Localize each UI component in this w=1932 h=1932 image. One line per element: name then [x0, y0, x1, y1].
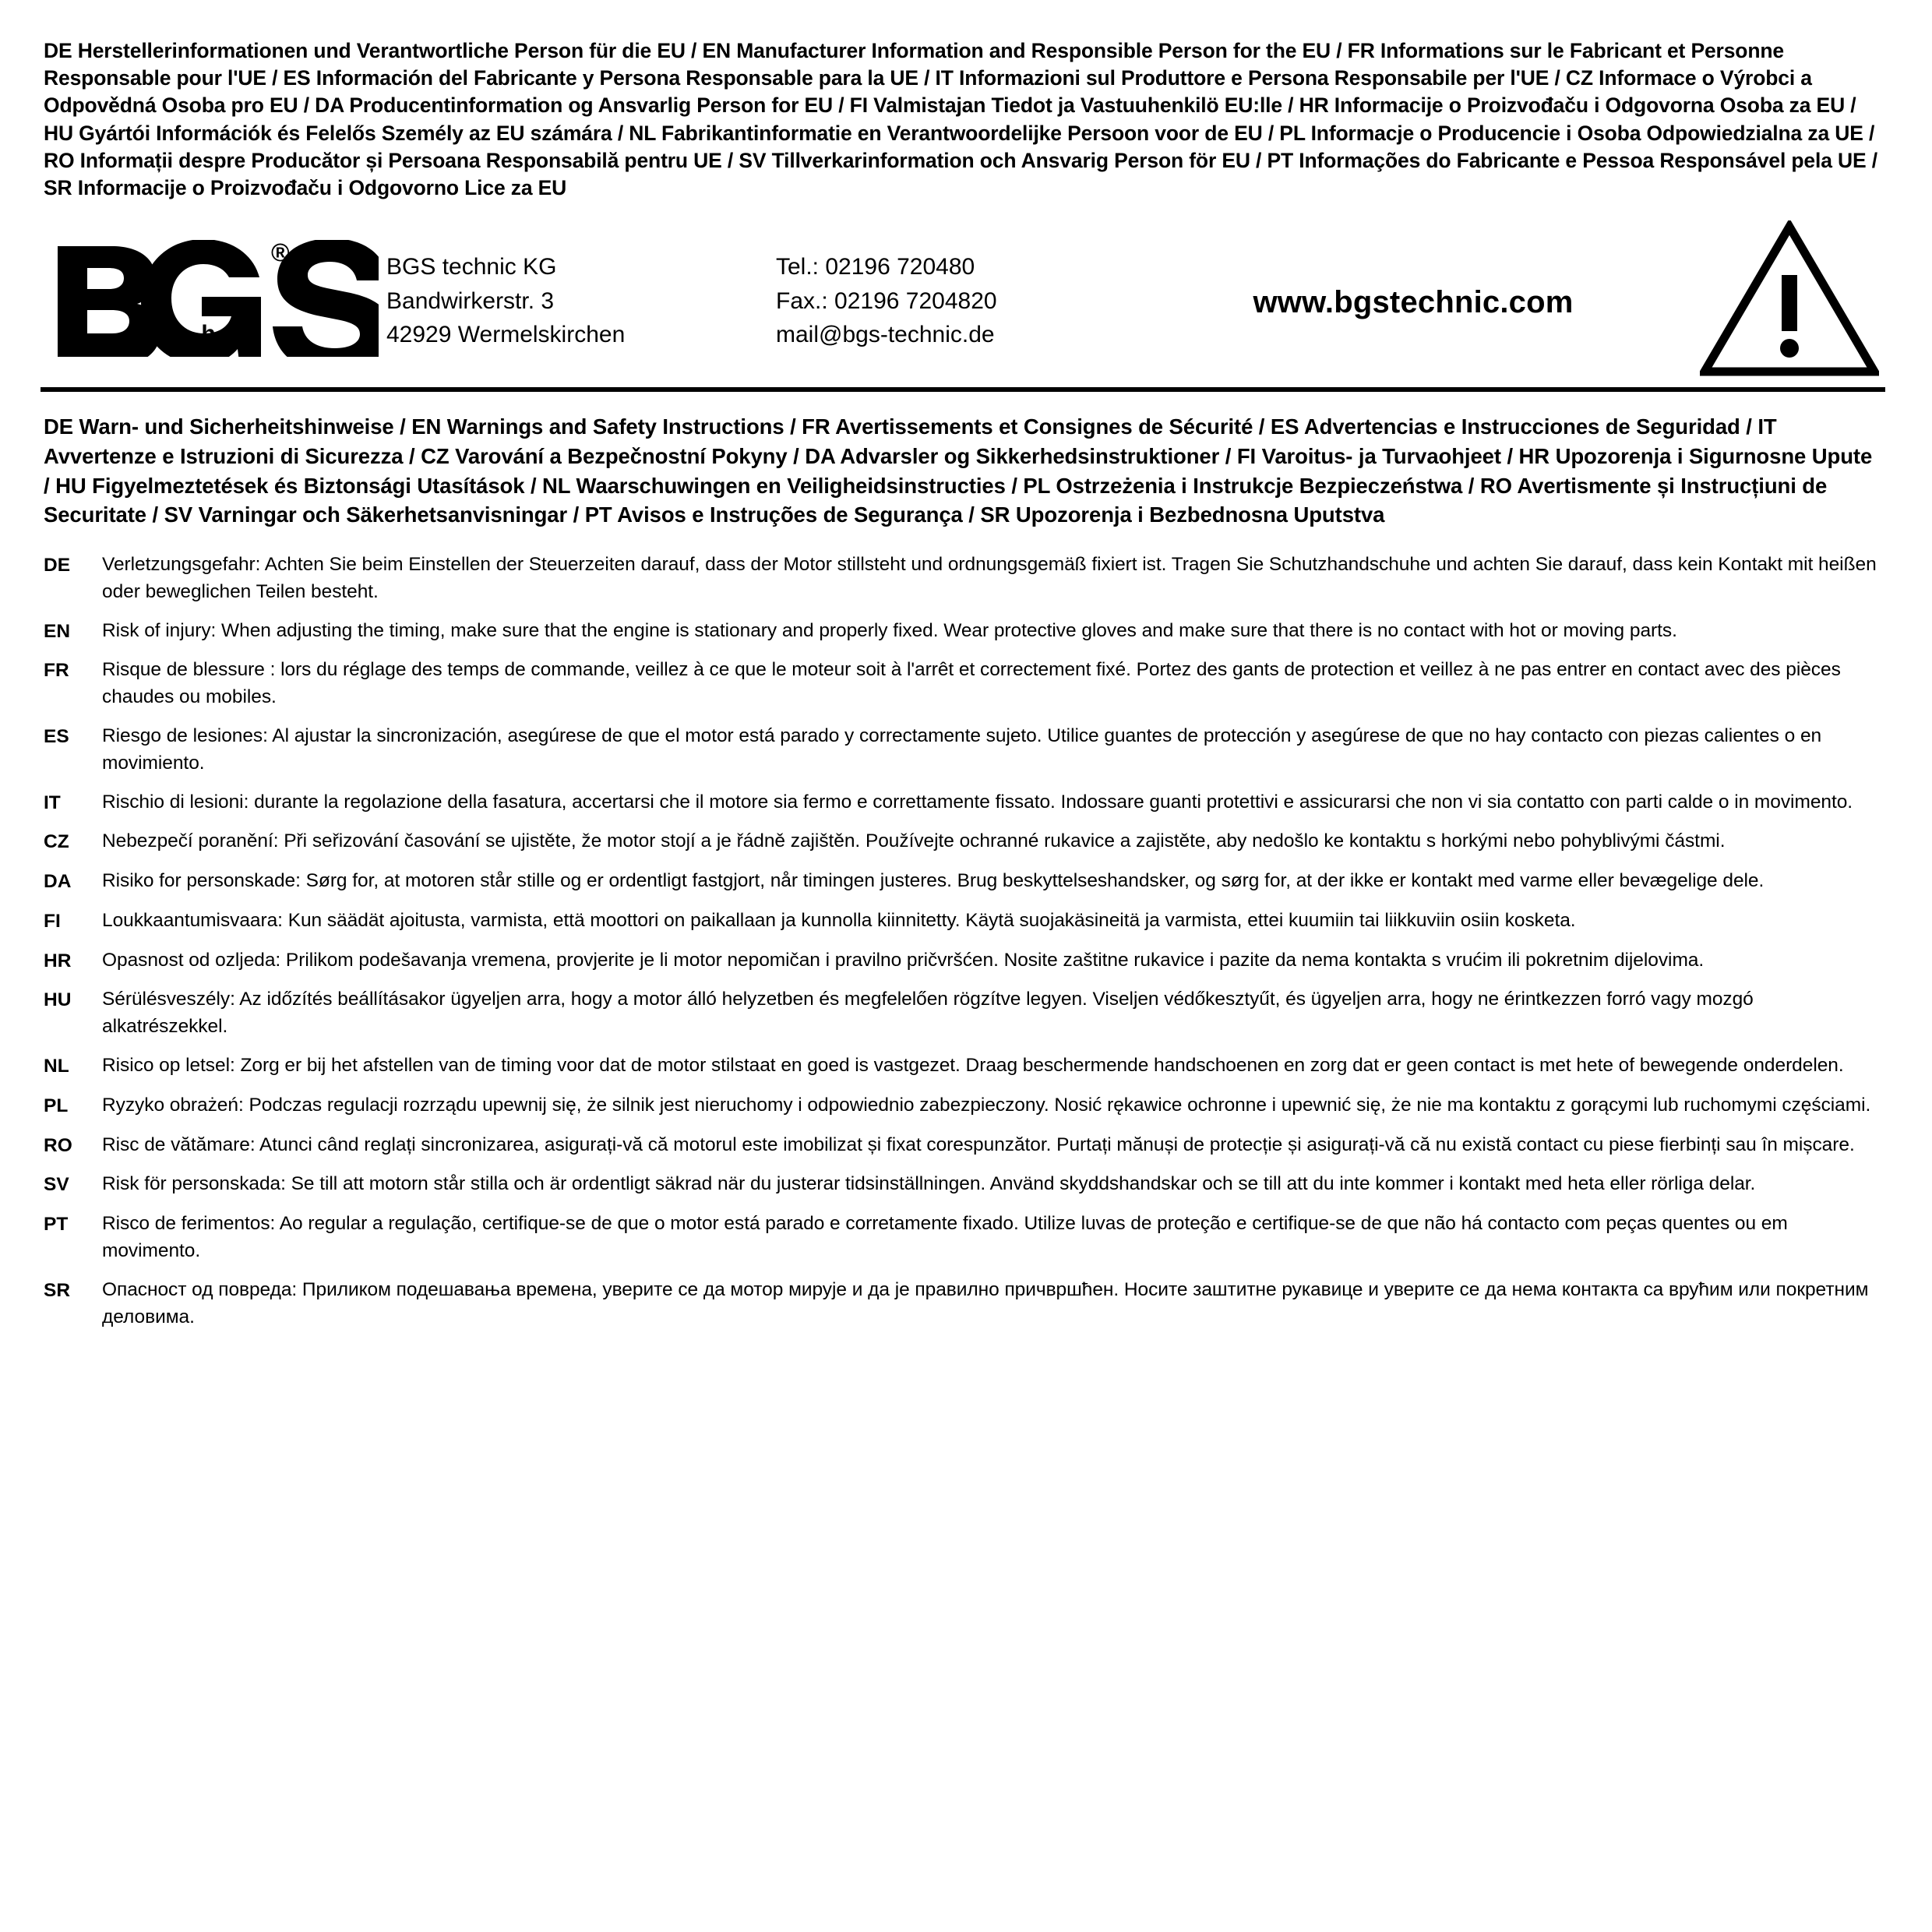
warning-row-sr	[44, 1277, 1881, 1331]
warning-row-pl	[44, 1092, 1881, 1120]
language-code: CZ	[44, 831, 69, 853]
language-code: RO	[44, 1134, 72, 1156]
warning-row-de	[44, 552, 1881, 606]
language-code: NL	[44, 1056, 69, 1077]
company-email[interactable]: mail@bgs-technic.de	[776, 322, 995, 348]
company-website[interactable]: www.bgstechnic.com	[1253, 284, 1574, 319]
warning-row-ro	[44, 1132, 1881, 1160]
language-code: SV	[44, 1174, 69, 1196]
warning-triangle-graphic	[1700, 220, 1879, 376]
warning-triangle-icon	[1684, 220, 1882, 376]
warning-row-es	[44, 723, 1881, 777]
language-code: ES	[44, 726, 69, 747]
language-code: SR	[44, 1279, 71, 1301]
company-address	[386, 245, 776, 352]
company-street: Bandwirkerstr. 3	[386, 287, 555, 314]
warning-row-cz	[44, 828, 1881, 856]
company-city: 42929 Wermelskirchen	[386, 322, 626, 348]
warning-text: Ryzyko obrażeń: Podczas regulacji rozrządu upewnij się, że silnik jest nieruchomy i odpowiednio zabezpieczony. Nosić rękawice ochronne i upewnić się, że nie ma kontaktu z gorącymi lub ruchomymi częściami.	[102, 1094, 1871, 1116]
language-code: IT	[44, 791, 61, 813]
warning-row-en	[44, 618, 1881, 646]
manufacturer-information-heading: DE Herstellerinformationen und Verantwortliche Person für die EU / EN Manufacturer Information and Responsible Person for the EU / FR Informations sur le Fabricant et Personne Responsable pour l'UE / ES Información del Fabricante y Persona Responsable para la UE / IT Informazioni sul Produttore e Persona Responsabile per l'UE / CZ Informace o Výrobci a Odpovědná Osoba pro EU / DA Producentinformation og Ansvarlig Person for EU / FI Valmistajan Tiedot ja Vastuuhenkilö EU:lle / HR Informacije o Proizvođaču i Odgovorna Osoba za EU / HU Gyártói Információk és Felelős Személy az EU számára / NL Fabrikantinformatie en Verantwoordelijke Persoon voor de EU / PL Informacje o Producencie i Osoba Odpowiedzialna za UE / RO Informații despre Producător și Persoana Responsabilă pentru UE / SV Tillverkarinformation och Ansvarig Person för EU / PT Informações do Fabricante e Pessoa Responsável pela UE / SR Informacije o Proizvođaču i Odgovorno Lice za EU	[44, 39, 1877, 200]
registered-trademark-symbol: ®	[271, 238, 290, 267]
bgs-logo	[44, 240, 386, 357]
language-code: FI	[44, 910, 61, 932]
company-contact-details	[776, 245, 1142, 352]
warning-text: Loukkaantumisvaara: Kun säädät ajoitusta, varmista, että moottori on paikallaan ja kunnolla kiinnitetty. Käytä suojakäsineitä ja varmista, ettei kuumiin tai liikkuviin osiin kosketa.	[102, 909, 1576, 931]
safety-instructions-heading: DE Warn- und Sicherheitshinweise / EN Warnings and Safety Instructions / FR Avertissements et Consignes de Sécurité / ES Advertencias e Instrucciones de Seguridad / IT Avvertenze e Istruzioni di Sicurezza / CZ Varování a Bezpečnostní Pokyny / DA Advarsler og Sikkerhedsinstruktioner / FI Varoitus- ja Turvaohjeet / HR Upozorenja i Sigurnosne Upute / HU Figyelmeztetések és Biztonsági Utasítások / NL Waarschuwingen en Veiligheidsinstructies / PL Ostrzeżenia i Instrukcje Bezpieczeństwa / RO Avertismente și Instrucțiuni de Securitate / SV Varningar och Säkerhetsanvisningar / PT Avisos e Instruções de Segurança / SR Upozorenja i Bezbednosna Uputstva	[44, 414, 1873, 527]
language-code: EN	[44, 620, 71, 642]
warning-text: Risk för personskada: Se till att motorn står stilla och är ordentligt säkrad när du justerar tidsinställningen. Använd skyddshandskar och se till att du inte kommer i kontakt med heta eller rörliga delar.	[102, 1173, 1756, 1195]
warning-row-hu	[44, 986, 1881, 1041]
warning-text: Risico op letsel: Zorg er bij het afstellen van de timing voor dat de motor stilstaat en goed is vastgezet. Draag beschermende handschoenen en zorg dat er geen contact is met hete of bewegende onderdelen.	[102, 1055, 1844, 1077]
warning-text: Rischio di lesioni: durante la regolazione della fasatura, accertarsi che il motore sia fermo e correttamente fissato. Indossare guanti protettivi e assicurarsi che non vi sia contatto con parti calde o in movimento.	[102, 791, 1853, 813]
warning-row-hr	[44, 947, 1881, 975]
warning-text: Verletzungsgefahr: Achten Sie beim Einstellen der Steuerzeiten darauf, dass der Motor stillsteht und ordnungsgemäß fixiert ist. Tragen Sie Schutzhandschuhe und achten Sie darauf, dass kein Kontakt mit heißen oder beweglichen Teilen besteht.	[102, 554, 1877, 602]
warning-row-pt	[44, 1211, 1881, 1265]
warning-row-fr	[44, 657, 1881, 711]
warning-text: Nebezpečí poranění: Při seřizování časování se ujistěte, že motor stojí a je řádně zajištěn. Používejte ochranné rukavice a zajistěte, aby nedošlo ke kontaktu s horkými nebo pohyblivými částmi.	[102, 830, 1726, 852]
language-code: DA	[44, 871, 72, 893]
warning-row-it	[44, 789, 1881, 817]
language-code: PT	[44, 1214, 69, 1236]
warning-row-da	[44, 868, 1881, 896]
language-code: DE	[44, 555, 71, 576]
warning-text: Risco de ferimentos: Ao regular a regulação, certifique-se de que o motor está parado e corretamente fixado. Utilize luvas de proteção e certifique-se de que não há contacto com peças quentes ou em movimento.	[102, 1213, 1788, 1261]
warnings-list	[41, 552, 1885, 1331]
warning-text: Risiko for personskade: Sørg for, at motoren står stille og er ordentligt fastgjort, når timingen justeres. Brug beskyttelseshandsker, og sørg for, at der ikke er kontakt med varme eller bevægelige dele.	[102, 870, 1765, 892]
warning-text: Опасност од повреда: Приликом подешавања времена, уверите се да мотор мирује и да је правилно причвршћен. Носите заштитне рукавице и уверите се да нема контакта са врућим или покретним деловима.	[102, 1278, 1869, 1327]
language-code: HR	[44, 950, 72, 971]
warning-text: Riesgo de lesiones: Al ajustar la sincronización, asegúrese de que el motor está parado y correctamente sujeto. Utilice guantes de protección y asegúrese de que no hay contacto con piezas calientes o en movimiento.	[102, 725, 1822, 774]
company-telephone: Tel.: 02196 720480	[776, 254, 975, 280]
warning-text: Risk of injury: When adjusting the timing, make sure that the engine is stationary and properly fixed. Wear protective gloves and make sure that there is no contact with hot or moving parts.	[102, 619, 1677, 641]
warning-row-fi	[44, 908, 1881, 936]
company-contact-band	[41, 216, 1885, 392]
warning-text: Risc de vătămare: Atunci când reglați sincronizarea, asigurați-vă că motorul este imobilizat și fixat corespunzător. Purtați mănuși de protecție și asigurați-vă că nu există contact cu piese fierbinți sau în mișcare.	[102, 1133, 1855, 1155]
language-code: FR	[44, 660, 69, 682]
warning-text: Risque de blessure : lors du réglage des temps de commande, veillez à ce que le moteur soit à l'arrêt et correctement fixé. Portez des gants de protection et veillez à ne pas entrer en contact avec des pièces chaudes ou mobiles.	[102, 659, 1841, 708]
warning-text: Opasnost od ozljeda: Prilikom podešavanja vremena, provjerite je li motor nepomičan i pravilno pričvršćen. Nosite zaštitne rukavice i pazite da nema kontakta s vrućim ili pokretnim dijelovima.	[102, 949, 1705, 971]
bgs-logo-subtext: t e c h n i c	[129, 321, 291, 347]
language-code: PL	[44, 1095, 69, 1116]
warning-row-sv	[44, 1171, 1881, 1199]
company-fax: Fax.: 02196 7204820	[776, 287, 997, 314]
language-code: HU	[44, 989, 72, 1011]
warning-text: Sérülésveszély: Az időzítés beállításakor ügyeljen arra, hogy a motor álló helyzetben és megfelelően rögzítve legyen. Viseljen védőkesztyűt, és ügyeljen arra, hogy ne érintkezzen forró vagy mozgó alkatrészekkel.	[102, 989, 1754, 1038]
company-name: BGS technic KG	[386, 254, 557, 280]
warning-row-nl	[44, 1052, 1881, 1081]
